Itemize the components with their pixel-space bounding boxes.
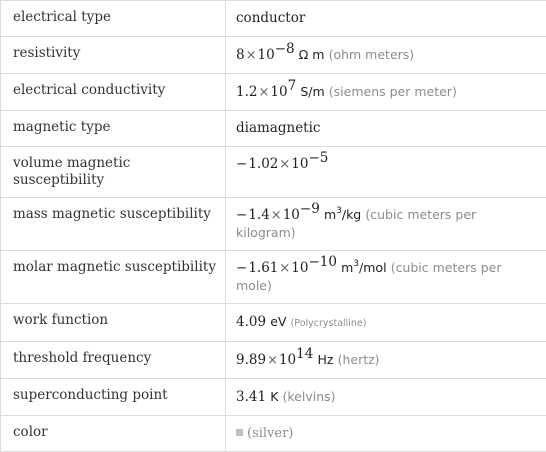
- times-sign: ×: [267, 353, 278, 368]
- exponent-base: 10: [291, 260, 308, 276]
- property-label: electrical conductivity: [1, 74, 226, 111]
- property-label: superconducting point: [1, 379, 226, 416]
- table-row: [1, 342, 546, 379]
- minus-sign: −: [236, 207, 247, 223]
- property-label: volume magnetic susceptibility: [1, 147, 226, 198]
- property-label: electrical type: [1, 1, 226, 37]
- property-label: molar magnetic susceptibility: [1, 251, 226, 304]
- times-sign: ×: [279, 261, 290, 276]
- property-value: [226, 342, 546, 379]
- mantissa: 1.02: [248, 156, 278, 172]
- property-label: color: [1, 416, 226, 452]
- property-value: [226, 416, 546, 452]
- property-value: [226, 251, 546, 304]
- unit-description: (ohm meters): [329, 47, 415, 62]
- table-row: [1, 251, 546, 304]
- property-value: [226, 74, 546, 111]
- times-sign: ×: [258, 85, 269, 100]
- table-row: [1, 147, 546, 198]
- unit: K: [270, 389, 278, 404]
- mantissa: 4.09: [236, 314, 266, 330]
- unit: $m^3$/mol: [341, 260, 386, 275]
- exponent: −8: [275, 41, 295, 57]
- unit-description: (cubic meters per kilogram): [236, 207, 476, 240]
- minus-sign: −: [236, 156, 247, 172]
- unit: S/m: [300, 84, 324, 99]
- property-label: work function: [1, 304, 226, 342]
- unit-description: (cubic meters per mole): [236, 260, 501, 293]
- property-value: [226, 304, 546, 342]
- unit-description: (kelvins): [283, 389, 336, 404]
- exponent: 14: [296, 346, 313, 362]
- unit: Ω m: [299, 47, 325, 62]
- mantissa: 1.2: [236, 84, 257, 100]
- exponent-base: 10: [279, 352, 296, 368]
- property-value: conductor: [226, 1, 546, 37]
- property-label: mass magnetic susceptibility: [1, 198, 226, 251]
- exponent-base: 10: [291, 156, 308, 172]
- property-label: threshold frequency: [1, 342, 226, 379]
- exponent: −10: [308, 254, 337, 270]
- table-row: [1, 37, 546, 74]
- exponent: −9: [300, 201, 320, 217]
- table-row: [1, 1, 546, 37]
- property-value: [226, 147, 546, 198]
- table-row: [1, 379, 546, 416]
- property-value: [226, 37, 546, 74]
- unit: $m^3/kg$: [324, 207, 361, 222]
- mantissa: 9.89: [236, 352, 266, 368]
- unit-description: (siemens per meter): [329, 84, 457, 99]
- exponent-base: 10: [283, 207, 300, 223]
- note: (Polycrystalline): [291, 318, 367, 329]
- exponent-base: 10: [258, 47, 275, 63]
- times-sign: ×: [246, 48, 257, 63]
- table-row: [1, 74, 546, 111]
- exponent-base: 10: [270, 84, 287, 100]
- times-sign: ×: [279, 157, 290, 172]
- property-value: diamagnetic: [226, 111, 546, 147]
- exponent: 7: [288, 78, 297, 94]
- unit-description: (hertz): [338, 352, 380, 367]
- times-sign: ×: [271, 208, 282, 223]
- unit: Hz: [317, 352, 333, 367]
- mantissa: 1.61: [248, 260, 278, 276]
- mantissa: 1.4: [248, 207, 269, 223]
- table-row: [1, 198, 546, 251]
- color-name: (silver): [247, 426, 293, 441]
- mantissa: 3.41: [236, 389, 266, 405]
- minus-sign: −: [236, 260, 247, 276]
- color-swatch-icon: [236, 429, 243, 436]
- table-row: [1, 416, 546, 452]
- exponent: −5: [308, 150, 328, 166]
- unit: eV: [270, 314, 286, 329]
- table-row: [1, 111, 546, 147]
- property-label: resistivity: [1, 37, 226, 74]
- property-label: magnetic type: [1, 111, 226, 147]
- mantissa: 8: [236, 47, 245, 63]
- property-value: [226, 379, 546, 416]
- property-value: [226, 198, 546, 251]
- table-row: [1, 304, 546, 342]
